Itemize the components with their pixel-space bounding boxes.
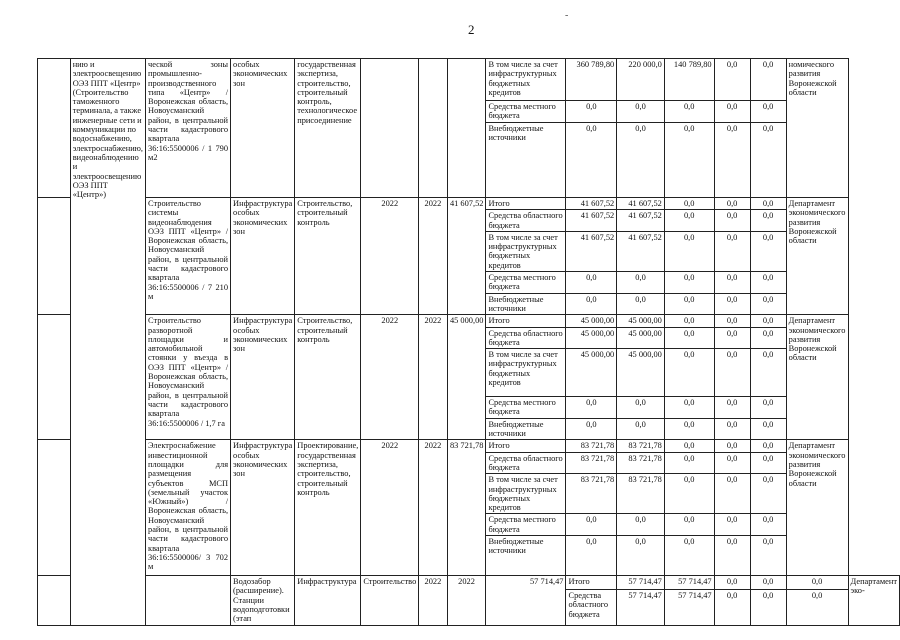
y2022-cell: 220 000,0: [617, 59, 665, 101]
y2024-cell: 0,0: [714, 101, 750, 123]
y2025-cell: 0,0: [750, 452, 786, 474]
y2023-cell: 0,0: [664, 474, 714, 514]
source-cell: Внебюджетные источники: [486, 418, 566, 440]
type-cell: особых экономических зон: [231, 59, 295, 198]
start-year-cell: 2022: [419, 576, 447, 625]
total-cell: 57 714,47: [617, 590, 665, 625]
y2024-cell: 0,0: [714, 452, 750, 474]
y2022-cell: 0,0: [617, 418, 665, 440]
source-cell: Средства местного бюджета: [486, 514, 566, 536]
y2022-cell: 83 721,78: [617, 452, 665, 474]
source-cell: В том числе за счет инфраструктурных бюджетных кредитов: [486, 231, 566, 271]
y2022-cell: 83 721,78: [617, 474, 665, 514]
object-cell: Водозабор (расширение). Станции водоподготовки (этап: [231, 576, 295, 625]
y2024-cell: 0,0: [714, 293, 750, 315]
y2022-cell: 0,0: [617, 101, 665, 123]
type-cell: Инфраструктура особых экономических зон: [231, 315, 295, 440]
y2023-cell: 140 789,80: [664, 59, 714, 101]
start-year-cell: [361, 59, 419, 198]
total-cell: 83 721,78: [566, 452, 617, 474]
total-cell: 45 000,00: [566, 327, 617, 349]
y2023-cell: 0,0: [714, 590, 750, 625]
source-cell: Итого: [486, 315, 566, 327]
y2025-cell: 0,0: [750, 327, 786, 349]
cost-cell: 83 721,78: [447, 440, 486, 576]
responsible-cell: Департамент экономического развития Воронежской области: [786, 198, 848, 315]
source-cell: Средства местного бюджета: [486, 397, 566, 419]
work-cell: Строительство, строительный контроль: [295, 315, 361, 440]
total-cell: 0,0: [566, 514, 617, 536]
end-year-cell: 2022: [419, 315, 447, 440]
type-cell: Инфраструктура: [295, 576, 361, 625]
y2023-cell: 0,0: [664, 101, 714, 123]
row-number-cell: [38, 59, 71, 198]
object-cell: ческой зоны промышленно-производственного типа «Центр» / Воронежская область, Новоусманский район, в центральной части кадастрового квартала 36:16:5500006 / 1 790 м2: [146, 59, 231, 198]
y2025-cell: 0,0: [750, 293, 786, 315]
cost-cell: 57 714,47: [486, 576, 566, 625]
total-cell: 360 789,80: [566, 59, 617, 101]
y2024-cell: 0,0: [714, 418, 750, 440]
total-cell: 41 607,52: [566, 198, 617, 210]
y2023-cell: 0,0: [664, 293, 714, 315]
y2025-cell: 0,0: [750, 101, 786, 123]
y2023-cell: 0,0: [664, 327, 714, 349]
source-cell: В том числе за счет инфраструктурных бюджетных кредитов: [486, 59, 566, 101]
y2023-cell: 0,0: [664, 210, 714, 232]
y2022-cell: 41 607,52: [617, 210, 665, 232]
start-year-cell: 2022: [361, 315, 419, 440]
table-row: [38, 315, 900, 327]
table-body: [38, 59, 900, 626]
y2023-cell: 0,0: [664, 536, 714, 576]
end-year-cell: [419, 59, 447, 198]
row-number-cell: [38, 440, 71, 576]
y2025-cell: 0,0: [750, 536, 786, 576]
y2025-cell: 0,0: [786, 576, 848, 590]
cost-cell: 45 000,00: [447, 315, 486, 440]
y2024-cell: 0,0: [714, 474, 750, 514]
y2022-cell: 41 607,52: [617, 231, 665, 271]
y2023-cell: 0,0: [664, 123, 714, 198]
y2025-cell: 0,0: [750, 210, 786, 232]
total-cell: 83 721,78: [566, 474, 617, 514]
y2022-cell: 0,0: [617, 514, 665, 536]
y2024-cell: 0,0: [714, 440, 750, 452]
y2025-cell: 0,0: [750, 59, 786, 101]
y2023-cell: 0,0: [664, 198, 714, 210]
start-year-cell: 2022: [361, 440, 419, 576]
source-cell: Внебюджетные источники: [486, 123, 566, 198]
object-cell: Электроснабжение инвестиционной площадки для размещения субъектов МСП (земельный участок «Южный») / Воронежская область, Новоусманский район, в центральной части кадастрового квартала 36:16:5500006/ 3 702 м: [146, 440, 231, 576]
type-cell: Инфраструктура особых экономических зон: [231, 198, 295, 315]
work-cell: Строительство: [361, 576, 419, 625]
source-cell: Средства областного бюджета: [566, 590, 617, 625]
budget-table: [37, 58, 900, 626]
source-cell: Итого: [566, 576, 617, 590]
corner-mark: -: [565, 10, 569, 21]
y2023-cell: 0,0: [664, 349, 714, 397]
end-year-cell: 2022: [419, 440, 447, 576]
source-cell: Внебюджетные источники: [486, 293, 566, 315]
y2025-cell: 0,0: [786, 590, 848, 625]
responsible-cell: номического развития Воронежской области: [786, 59, 848, 198]
total-cell: 0,0: [566, 101, 617, 123]
source-cell: Внебюджетные источники: [486, 536, 566, 576]
y2025-cell: 0,0: [750, 272, 786, 294]
y2024-cell: 0,0: [750, 576, 786, 590]
y2024-cell: 0,0: [714, 59, 750, 101]
source-cell: Средства областного бюджета: [486, 452, 566, 474]
y2023-cell: 0,0: [664, 452, 714, 474]
y2022-cell: 83 721,78: [617, 440, 665, 452]
cost-cell: 41 607,52: [447, 198, 486, 315]
total-cell: 45 000,00: [566, 349, 617, 397]
table-row: [38, 59, 900, 101]
total-cell: 0,0: [566, 272, 617, 294]
row-number-cell: [38, 315, 71, 440]
measure-cell: [146, 576, 231, 625]
row-number-cell: [38, 576, 71, 625]
total-cell: 41 607,52: [566, 231, 617, 271]
type-cell: Инфраструктура особых экономических зон: [231, 440, 295, 576]
y2025-cell: 0,0: [750, 349, 786, 397]
total-cell: 83 721,78: [566, 440, 617, 452]
y2024-cell: 0,0: [714, 327, 750, 349]
total-cell: 0,0: [566, 397, 617, 419]
work-cell: Проектирование, государственная экспертиза, строительство, строительный контроль: [295, 440, 361, 576]
y2024-cell: 0,0: [714, 123, 750, 198]
total-cell: 0,0: [566, 418, 617, 440]
y2025-cell: 0,0: [750, 198, 786, 210]
y2024-cell: 0,0: [714, 198, 750, 210]
start-year-cell: 2022: [361, 198, 419, 315]
responsible-cell: Департамент экономического развития Воронежской области: [786, 315, 848, 440]
total-cell: 0,0: [566, 293, 617, 315]
y2023-cell: 0,0: [664, 272, 714, 294]
y2025-cell: 0,0: [750, 315, 786, 327]
source-cell: Средства областного бюджета: [486, 210, 566, 232]
y2022-cell: 57 714,47: [664, 576, 714, 590]
y2025-cell: 0,0: [750, 418, 786, 440]
total-cell: 45 000,00: [566, 315, 617, 327]
page-number: 2: [468, 22, 475, 37]
y2023-cell: 0,0: [714, 576, 750, 590]
total-cell: 0,0: [566, 123, 617, 198]
y2022-cell: 0,0: [617, 293, 665, 315]
cost-cell: [447, 59, 486, 198]
y2024-cell: 0,0: [750, 590, 786, 625]
y2022-cell: 0,0: [617, 272, 665, 294]
y2022-cell: 45 000,00: [617, 349, 665, 397]
work-cell: государственная экспертиза, строительство, строительный контроль, технологическое присоединение: [295, 59, 361, 198]
y2023-cell: 0,0: [664, 315, 714, 327]
y2024-cell: 0,0: [714, 231, 750, 271]
y2022-cell: 45 000,00: [617, 315, 665, 327]
y2024-cell: 0,0: [714, 210, 750, 232]
y2023-cell: 0,0: [664, 231, 714, 271]
source-cell: Итого: [486, 440, 566, 452]
y2023-cell: 0,0: [664, 418, 714, 440]
measure-cell: нию и электроосвещению ОЭЗ ППТ «Центр» (Строительство таможенного терминала, а также инженерные сети и коммуникации по водоснабжению, электроснабжению, видеонаблюдению и электроосвещению ОЭЗ ППТ «Центр»): [70, 59, 145, 626]
y2022-cell: 41 607,52: [617, 198, 665, 210]
y2024-cell: 0,0: [714, 272, 750, 294]
total-cell: 57 714,47: [617, 576, 665, 590]
row-number-cell: [38, 198, 71, 315]
y2024-cell: 0,0: [714, 315, 750, 327]
y2024-cell: 0,0: [714, 349, 750, 397]
y2022-cell: 0,0: [617, 123, 665, 198]
responsible-cell: Департамент эко-: [848, 576, 899, 625]
y2022-cell: 45 000,00: [617, 327, 665, 349]
y2023-cell: 0,0: [664, 440, 714, 452]
y2025-cell: 0,0: [750, 123, 786, 198]
source-cell: Итого: [486, 198, 566, 210]
work-cell: Строительство, строительный контроль: [295, 198, 361, 315]
total-cell: 0,0: [566, 536, 617, 576]
y2025-cell: 0,0: [750, 514, 786, 536]
table-row: [38, 198, 900, 210]
source-cell: Средства местного бюджета: [486, 272, 566, 294]
y2024-cell: 0,0: [714, 514, 750, 536]
y2025-cell: 0,0: [750, 474, 786, 514]
source-cell: В том числе за счет инфраструктурных бюджетных кредитов: [486, 349, 566, 397]
y2024-cell: 0,0: [714, 397, 750, 419]
y2025-cell: 0,0: [750, 397, 786, 419]
object-cell: Строительство системы видеонаблюдения ОЭЗ ППТ «Центр» / Воронежская область, Новоусманский район, в центральной части кадастрового квартала 36:16:5500006 / 7 210 м: [146, 198, 231, 315]
y2023-cell: 0,0: [664, 514, 714, 536]
source-cell: Средства областного бюджета: [486, 327, 566, 349]
table-row: [38, 576, 900, 590]
y2022-cell: 0,0: [617, 536, 665, 576]
y2024-cell: 0,0: [714, 536, 750, 576]
y2022-cell: 57 714,47: [664, 590, 714, 625]
responsible-cell: Департамент экономического развития Воронежской области: [786, 440, 848, 576]
source-cell: В том числе за счет инфраструктурных бюджетных кредитов: [486, 474, 566, 514]
end-year-cell: 2022: [447, 576, 486, 625]
y2025-cell: 0,0: [750, 440, 786, 452]
source-cell: Средства местного бюджета: [486, 101, 566, 123]
table-row: [38, 440, 900, 452]
y2025-cell: 0,0: [750, 231, 786, 271]
y2022-cell: 0,0: [617, 397, 665, 419]
total-cell: 41 607,52: [566, 210, 617, 232]
end-year-cell: 2022: [419, 198, 447, 315]
y2023-cell: 0,0: [664, 397, 714, 419]
object-cell: Строительство разворотной площадки и автомобильной стоянки у въезда в ОЭЗ ППТ «Центр» / Воронежская область, Новоусманский район, в центральной части кадастрового квартала 36:16:5500006 / 1,7 га: [146, 315, 231, 440]
